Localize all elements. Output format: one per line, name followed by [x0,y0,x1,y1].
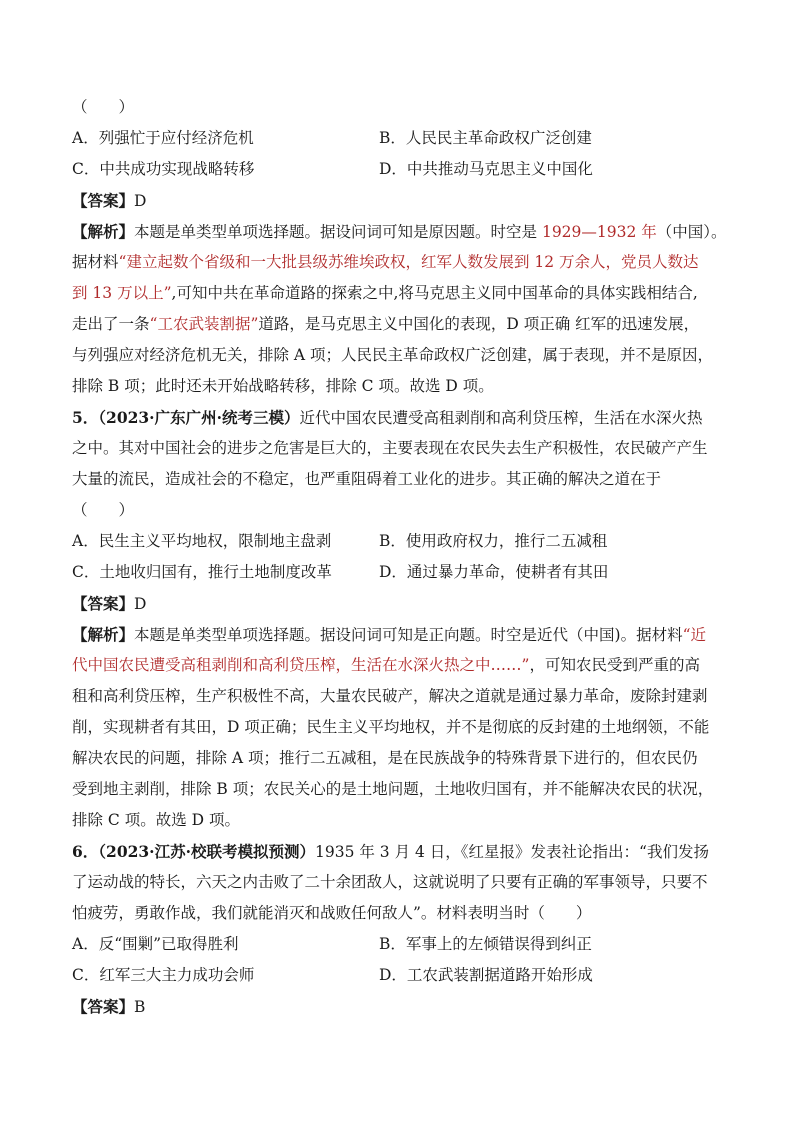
analysis-text: ,可知中共在革命道路的探索之中,将马克思主义同中国革命的具体实践相结合, [171,284,698,302]
q5-options-row-2 [72,557,722,588]
q4-answer [72,185,722,216]
question-stem: 1935 年 3 月 4 日，《红星报》发表社论指出：“我们发扬 [314,843,709,861]
q5-bracket: （ ） [72,501,135,519]
q5-analysis-line-1 [72,619,722,650]
q5-stem-line-3: 大量的流民，造成社会的不稳定，也严重阻碍着工业化的进步。其正确的解决之道在于 [72,470,662,488]
answer-value: D [134,192,147,210]
q5-options-row-1 [72,526,722,557]
question-number: 6． [72,842,99,861]
analysis-label: 【解析】 [72,625,135,644]
analysis-text: 本题是单类型单项选择题。据设问词可知是原因题。时空是 [134,223,542,241]
q5-analysis-line-5: 解决农民的问题，排除 A 项；推行二五减租，是在民族战争的特殊背景下进行的，但农民仍 [72,749,698,767]
analysis-label: 【解析】 [72,222,135,241]
q4-option-b[interactable]: B．人民民主革命政权广泛创建 [379,129,592,147]
q4-options-row-1 [72,123,722,154]
q4-analysis-line-5: 与列强应对经济危机无关，排除 A 项；人民民主革命政权广泛创建，属于表现，并不是原因， [72,346,714,364]
answer-value: D [134,595,147,613]
answer-value: B [134,998,146,1016]
q4-analysis-line-4 [72,309,722,340]
q5-option-d[interactable]: D．通过暴力革命，使耕者有其田 [379,563,609,581]
q6-answer [72,991,722,1022]
q5-option-b[interactable]: B．使用政府权力，推行二五减租 [379,532,608,550]
q5-stem-line-1 [72,402,722,433]
q5-stem-line-2: 之中。其对中国社会的进步之危害是巨大的，主要表现在农民失去生产积极性，农民破产产生 [72,439,708,457]
answer-label: 【答案】 [72,594,135,613]
q4-analysis-line-1 [72,216,727,247]
analysis-highlight: 12 [534,253,555,271]
q5-option-c[interactable]: C．土地收归国有，推行土地制度改革 [72,563,332,581]
q5-analysis-line-6: 受到地主剥削，排除 B 项；农民关心的是土地问题，土地收归国有，并不能解决农民的状况， [72,780,714,798]
q6-option-a[interactable]: A．反“围剿”已取得胜利 [72,935,239,953]
q4-analysis-line-6: 排除 B 项；此时还未开始战略转移，排除 C 项。故选 D 项。 [72,377,494,395]
analysis-highlight: “近 [682,626,707,644]
q6-stem-line-3: 怕疲劳，勇敢作战，我们就能消灭和战败任何敌人”。材料表明当时（ ） [72,904,592,922]
q4-analysis-line-3 [72,278,722,309]
analysis-highlight: 到 13 万以上” [72,284,172,302]
q6-stem-line-2: 了运动战的特长，六天之内击败了二十余团敌人，这就说明了只要有正确的军事领导，只要不 [72,873,708,891]
analysis-text: 走出了一条 [72,315,150,333]
question-source: （2023·广东广州·统考三模） [98,408,300,427]
question-stem: 近代中国农民遭受高租剥削和高利贷压榨，生活在水深火热 [299,409,703,427]
analysis-highlight: “工农武装割据” [149,315,259,333]
q4-option-c[interactable]: C．中共成功实现战略转移 [72,160,255,178]
q6-option-d[interactable]: D．工农武装割据道路开始形成 [379,966,593,984]
analysis-highlight: 代中国农民遭受高租剥削和高利贷压榨，生活在水深火热之中……” [72,656,530,674]
q5-analysis-line-4: 削，实现耕者有其田，D 项正确；民生主义平均地权，并不是彻底的反封建的土地纲领，不能 [72,718,710,736]
answer-label: 【答案】 [72,997,135,1016]
q5-option-a[interactable]: A．民生主义平均地权，限制地主盘剥 [72,532,332,550]
q6-stem-line-1 [72,836,722,867]
analysis-highlight: “建立起数个省级和一大批县级苏维埃政权，红军人数发展到 [118,253,535,271]
q5-analysis-line-7: 排除 C 项。故选 D 项。 [72,811,240,829]
analysis-highlight: 1929—1932 年 [541,223,657,241]
q4-options-row-2 [72,154,722,185]
analysis-text: （中国）。 [656,223,727,241]
analysis-text: 道路，是马克思主义中国化的表现，D 项正确 红军的迅速发展， [258,315,700,333]
answer-label: 【答案】 [72,191,135,210]
q6-option-b[interactable]: B．军事上的左倾错误得到纠正 [379,935,592,953]
question-number: 5． [72,408,99,427]
analysis-highlight: 万余人，党员人数达 [554,253,699,271]
q4-analysis-line-2 [72,247,722,278]
q6-options-row-2 [72,960,722,991]
q5-analysis-line-3: 租和高利贷压榨，生产积极性不高，大量农民破产，解决之道就是通过暴力革命，废除封建剥 [72,687,708,705]
q6-options-row-1 [72,929,722,960]
analysis-text: ，可知农民受到严重的高 [529,656,700,674]
q5-answer [72,588,722,619]
q6-option-c[interactable]: C．红军三大主力成功会师 [72,966,255,984]
exam-page [72,92,727,1022]
analysis-text: 本题是单类型单项选择题。据设问词可知是正向题。时空是近代（中国)。据材料 [134,626,683,644]
q4-bracket: （ ） [72,98,135,116]
analysis-text: 据材料 [72,253,119,271]
question-source: （2023·江苏·校联考模拟预测） [98,842,315,861]
q4-option-d[interactable]: D．中共推动马克思主义中国化 [379,160,593,178]
q5-analysis-line-2 [72,650,722,681]
q4-option-a[interactable]: A．列强忙于应付经济危机 [72,129,254,147]
